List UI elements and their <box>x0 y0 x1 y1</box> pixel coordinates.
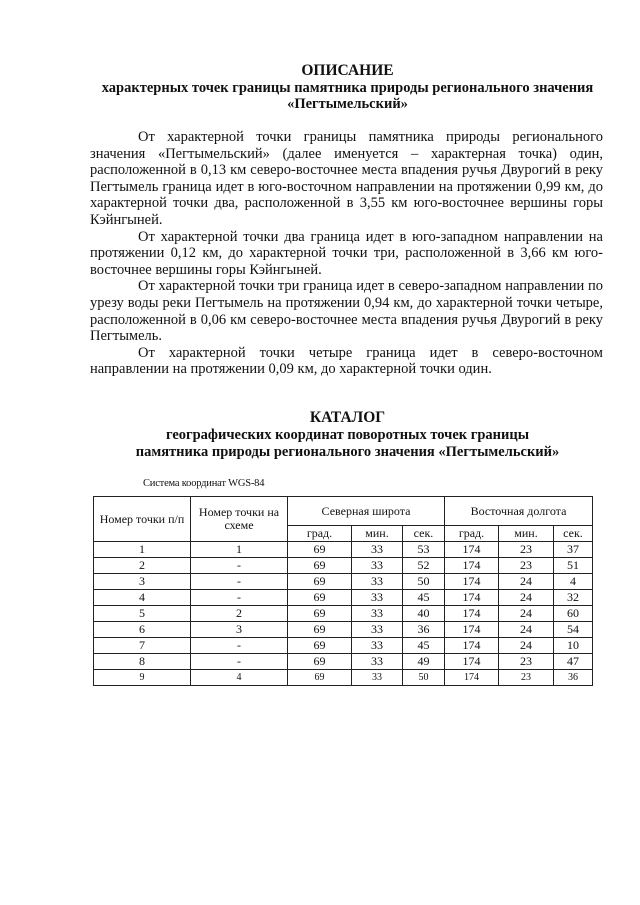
cell-lat-deg: 69 <box>288 606 352 622</box>
cell-lat-deg: 69 <box>288 574 352 590</box>
cell-lon-deg: 174 <box>445 622 499 638</box>
table-row <box>94 590 593 606</box>
cell-point-number: 1 <box>94 542 191 558</box>
cell-point-number: 3 <box>94 574 191 590</box>
table-row <box>94 622 593 638</box>
cell-lat-sec: 40 <box>403 606 445 622</box>
cell-scheme-number: - <box>191 590 288 606</box>
cell-lon-sec: 37 <box>554 542 593 558</box>
cell-point-number: 2 <box>94 558 191 574</box>
cell-lat-deg: 69 <box>288 654 352 670</box>
cell-lon-min: 23 <box>499 542 554 558</box>
header-point-number: Номер точки п/п <box>94 497 191 542</box>
paragraph: От характерной точки три граница идет в северо-западном направлении по урезу воды реки Пегтымель на протяжении 0,94 км, до характерной точки четыре, расположенной в 0,06 км северо-восточнее места впадения ручья Двурогий в реку Пегтымель. <box>90 278 603 345</box>
cell-lat-deg: 69 <box>288 590 352 606</box>
cell-lat-min: 33 <box>352 558 403 574</box>
cell-lon-sec: 51 <box>554 558 593 574</box>
cell-lat-min: 33 <box>352 542 403 558</box>
cell-lat-deg: 69 <box>288 638 352 654</box>
description-subtitle-line2: «Пегтымельский» <box>287 96 408 112</box>
cell-lat-sec: 45 <box>403 638 445 654</box>
catalog-subtitle-line1: географических координат поворотных точек границы <box>165 426 530 443</box>
cell-lat-min: 33 <box>352 670 403 686</box>
cell-lat-sec: 50 <box>403 670 445 686</box>
table-row <box>94 574 593 590</box>
catalog-subtitle-line2: памятника природы регионального значения «Пегтымельский» <box>135 444 560 460</box>
table-row <box>94 638 593 654</box>
cell-lon-min: 24 <box>499 638 554 654</box>
cell-scheme-number: 2 <box>191 606 288 622</box>
cell-point-number: 6 <box>94 622 191 638</box>
cell-point-number: 9 <box>94 670 191 686</box>
description-subtitle-line1: характерных точек границы памятника природы регионального значения <box>101 79 594 96</box>
cell-lon-deg: 174 <box>445 670 499 686</box>
cell-lon-deg: 174 <box>445 542 499 558</box>
cell-scheme-number: - <box>191 558 288 574</box>
header-lon-min: мин. <box>499 526 554 542</box>
cell-lon-deg: 174 <box>445 638 499 654</box>
cell-lon-min: 24 <box>499 622 554 638</box>
cell-lon-sec: 10 <box>554 638 593 654</box>
header-lat-deg: град. <box>288 526 352 542</box>
cell-lon-min: 23 <box>499 558 554 574</box>
paragraph: От характерной точки два граница идет в юго-западном направлении на протяжении 0,12 км, до характерной точки три, расположенной в 3,66 км юго-восточнее вершины горы Кэйнгыней. <box>90 228 603 278</box>
catalog-title: КАТАЛОГ <box>309 409 386 426</box>
table-row <box>94 670 593 686</box>
cell-point-number: 7 <box>94 638 191 654</box>
cell-lat-deg: 69 <box>288 542 352 558</box>
cell-lat-deg: 69 <box>288 558 352 574</box>
description-title: ОПИСАНИЕ <box>301 62 394 79</box>
cell-lon-min: 24 <box>499 590 554 606</box>
cell-lon-sec: 47 <box>554 654 593 670</box>
cell-lon-sec: 32 <box>554 590 593 606</box>
cell-lat-sec: 45 <box>403 590 445 606</box>
cell-lon-deg: 174 <box>445 558 499 574</box>
cell-lat-min: 33 <box>352 622 403 638</box>
cell-lon-deg: 174 <box>445 590 499 606</box>
header-north-latitude: Северная широта <box>288 497 445 526</box>
cell-lat-sec: 36 <box>403 622 445 638</box>
description-heading <box>90 63 605 113</box>
table-row <box>94 606 593 622</box>
cell-lon-min: 23 <box>499 654 554 670</box>
cell-point-number: 5 <box>94 606 191 622</box>
cell-lon-sec: 54 <box>554 622 593 638</box>
header-scheme-number: Номер точки на схеме <box>191 497 288 542</box>
cell-point-number: 4 <box>94 590 191 606</box>
cell-lat-min: 33 <box>352 574 403 590</box>
cell-lon-min: 24 <box>499 574 554 590</box>
paragraph: От характерной точки четыре граница идет в северо-восточном направлении на протяжении 0,09 км, до характерной точки один. <box>90 344 603 378</box>
cell-lat-min: 33 <box>352 590 403 606</box>
cell-scheme-number: - <box>191 654 288 670</box>
table-row <box>94 654 593 670</box>
header-lon-deg: град. <box>445 526 499 542</box>
cell-lon-sec: 36 <box>554 670 593 686</box>
cell-lat-sec: 53 <box>403 542 445 558</box>
cell-lon-sec: 60 <box>554 606 593 622</box>
header-east-longitude: Восточная долгота <box>445 497 593 526</box>
description-body <box>90 129 603 378</box>
cell-lat-deg: 69 <box>288 622 352 638</box>
cell-scheme-number: 1 <box>191 542 288 558</box>
cell-lon-min: 24 <box>499 606 554 622</box>
cell-lon-min: 23 <box>499 670 554 686</box>
cell-scheme-number: - <box>191 574 288 590</box>
cell-scheme-number: - <box>191 638 288 654</box>
header-lon-sec: сек. <box>554 526 593 542</box>
cell-lat-min: 33 <box>352 606 403 622</box>
catalog-heading <box>90 409 605 462</box>
coordinates-table <box>93 496 593 686</box>
paragraph: От характерной точки границы памятника природы регионального значения «Пегтымельский» (далее именуется – характерная точка) один, расположенной в 0,13 км северо-восточнее места впадения ручья Двурогий в реку Пегтымель граница идет в юго-восточном направлении на протяжении 0,99 км, до характерной точки два, расположенной в 3,55 км юго-восточнее вершины горы Кэйнгыней. <box>90 129 603 228</box>
coordinate-system-label: Система координат WGS-84 <box>143 478 265 489</box>
cell-lat-sec: 50 <box>403 574 445 590</box>
cell-scheme-number: 4 <box>191 670 288 686</box>
cell-lat-deg: 69 <box>288 670 352 686</box>
cell-lon-deg: 174 <box>445 606 499 622</box>
table-body <box>94 542 593 686</box>
cell-lon-deg: 174 <box>445 654 499 670</box>
header-lat-sec: сек. <box>403 526 445 542</box>
cell-lat-min: 33 <box>352 638 403 654</box>
cell-scheme-number: 3 <box>191 622 288 638</box>
cell-lon-sec: 4 <box>554 574 593 590</box>
table-row <box>94 542 593 558</box>
cell-lat-sec: 49 <box>403 654 445 670</box>
header-lat-min: мин. <box>352 526 403 542</box>
cell-point-number: 8 <box>94 654 191 670</box>
cell-lat-sec: 52 <box>403 558 445 574</box>
cell-lat-min: 33 <box>352 654 403 670</box>
table-row <box>94 558 593 574</box>
cell-lon-deg: 174 <box>445 574 499 590</box>
